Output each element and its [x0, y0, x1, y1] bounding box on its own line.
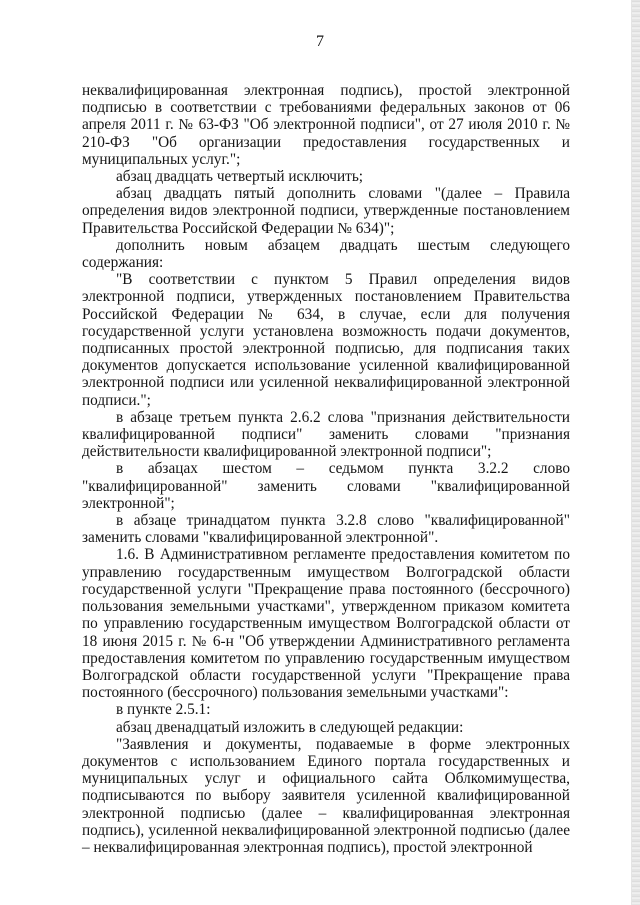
paragraph-add-abzac-26: дополнить новым абзацем двадцать шестым следующего содержания: — [82, 236, 570, 272]
paragraph-item-3-2-2: в абзацах шестом – седьмом пункта 3.2.2 слово "квалифицированной" заменить словами "квалифицированной электронной"; — [82, 460, 570, 512]
document-body — [82, 82, 570, 856]
paragraph-amend-abzac-25: абзац двадцать пятый дополнить словами "(далее – Правила определения видов электронной подписи, утвержденные постановлением Правительства Российской Федерации № 634)"; — [82, 185, 570, 237]
page-number: 7 — [316, 33, 324, 50]
paragraph-item-3-2-8: в абзаце тринадцатом пункта 3.2.8 слово "квалифицированной" заменить словами "квалифицированной электронной". — [82, 512, 570, 547]
paragraph-section-1-6: 1.6. В Административном регламенте предоставления комитетом по управлению государственным имуществом Волгоградской области государственной услуги "Прекращение права постоянного (бессрочного) пользования земельными участками", утвержденном приказом комитета по управлению государственным имуществом Волгоградской области от 18 июня 2015 г. № 6-н "Об утверждении Административного регламента предоставления комитетом по управлению государственным имуществом Волгоградской области государственной услуги "Прекращение права постоянного (бессрочного) пользования земельными участками": — [82, 546, 570, 702]
paragraph-item-2-6-2: в абзаце третьем пункта 2.6.2 слова "признания действительности квалифицированной подписи" заменить словами "признания действительности квалифицированной электронной подписи"; — [82, 408, 570, 461]
paragraph-exclude-abzac-24: абзац двадцать четвертый исключить; — [116, 168, 364, 186]
paragraph-quote-applications: "Заявления и документы, подаваемые в форме электронных документов с использованием Единого портала государственных и муниципальных услуг и официального сайта Облкомимущества, подписываются по выбору заявителя усиленной квалифицированной электронной подписью (далее – квалифицированная электронная подпись), усиленной неквалифицированной электронной подписью (далее – неквалифицированная электронная подпись), простой электронной — [82, 735, 570, 856]
scan-edge-artifact — [631, 0, 640, 905]
paragraph-abzac-12: абзац двенадцатый изложить в следующей редакции: — [116, 718, 464, 736]
paragraph-item-2-5-1: в пункте 2.5.1: — [116, 701, 211, 719]
paragraph-quote-rules: "В соответствии с пунктом 5 Правил определения видов электронной подписи, утвержденных постановлением Правительства Российской Федерации № 634, в случае, если для получения государственной услуги установлена возможность подачи документов, подписанных простой электронной подписью, для подписания таких документов допускается использование усиленной квалифицированной электронной подписи или усиленной неквалифицированной электронной подписи."; — [82, 271, 570, 409]
paragraph-continuation: неквалифицированная электронная подпись), простой электронной подписью в соответствии с требованиями федеральных законов от 06 апреля 2011 г. № 63-ФЗ "Об электронной подписи", от 27 июля 2010 г. № 210-ФЗ "Об организации предоставления государственных и муниципальных услуг."; — [82, 82, 570, 168]
